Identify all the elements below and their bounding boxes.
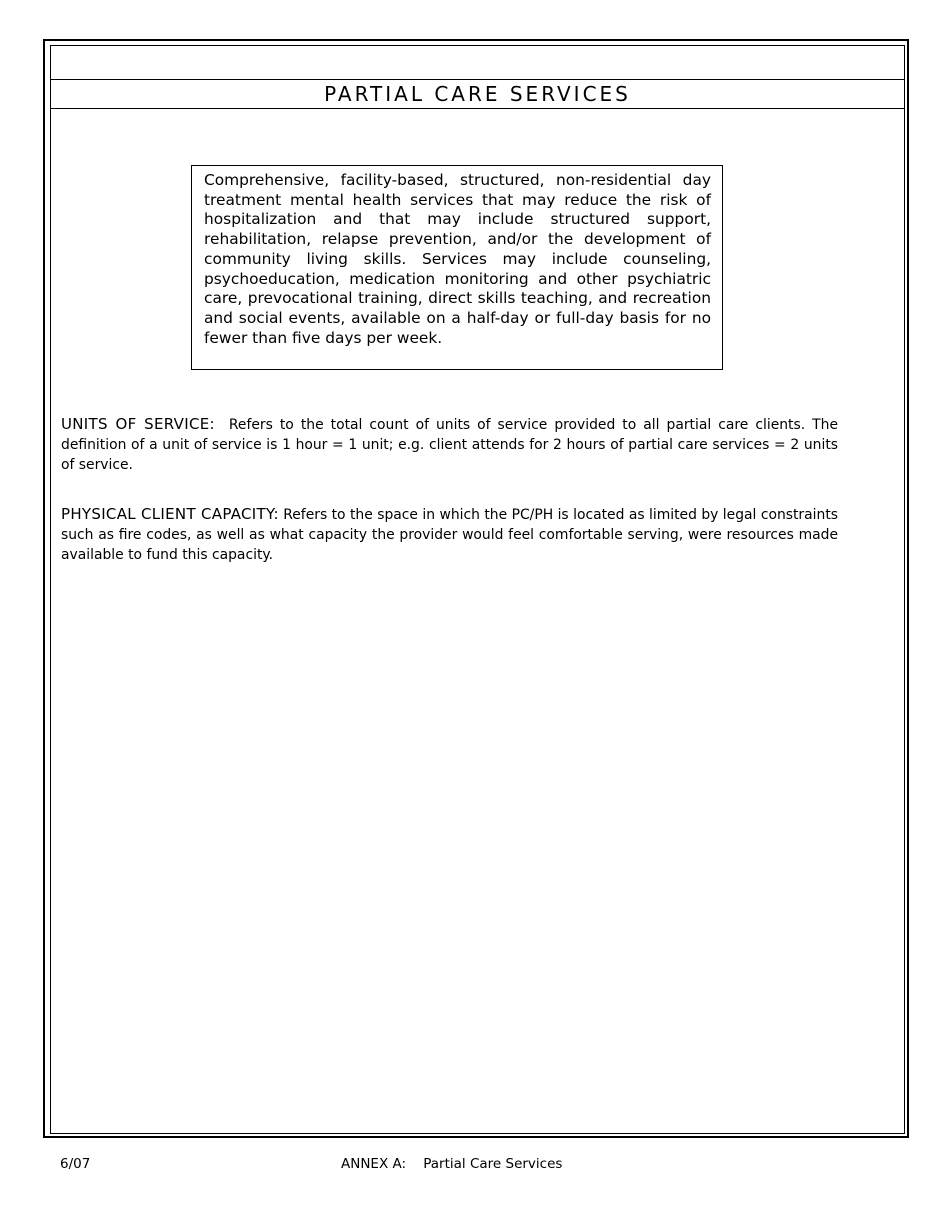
units-of-service-section xyxy=(61,414,838,475)
footer-annex-title: Partial Care Services xyxy=(423,1156,563,1172)
units-of-service-label: UNITS OF SERVICE: xyxy=(61,415,215,433)
physical-client-capacity-section xyxy=(61,504,838,565)
units-of-service-text: Refers to the total count of units of service provided to all partial care clients. The definition of a unit of service is 1 hour = 1 unit; e.g. client attends for 2 hours of partial care services = 2 units of service. xyxy=(61,417,838,473)
physical-client-capacity-text: Refers to the space in which the PC/PH is located as limited by legal constraints such as fire codes, as well as what capacity the provider would feel comfortable serving, were resources made available to fund this capacity. xyxy=(61,507,839,563)
definition-box: Comprehensive, facility-based, structured, non-residential day treatment mental health services that may reduce the risk of hospitalization and that may include structured support, rehabilitation, relapse prevention, and/or the development of community living skills. Services may include counseling, psychoeducation, medication monitoring and other psychiatric care, prevocational training, direct skills teaching, and recreation and social events, available on a half-day or full-day basis for no fewer than five days per week. xyxy=(191,165,723,370)
footer-annex xyxy=(341,1156,562,1172)
footer-annex-label: ANNEX A: xyxy=(341,1156,407,1172)
physical-client-capacity-label: PHYSICAL CLIENT CAPACITY: xyxy=(61,505,279,523)
page-title: PARTIAL CARE SERVICES xyxy=(51,79,904,109)
footer-date: 6/07 xyxy=(60,1156,91,1172)
